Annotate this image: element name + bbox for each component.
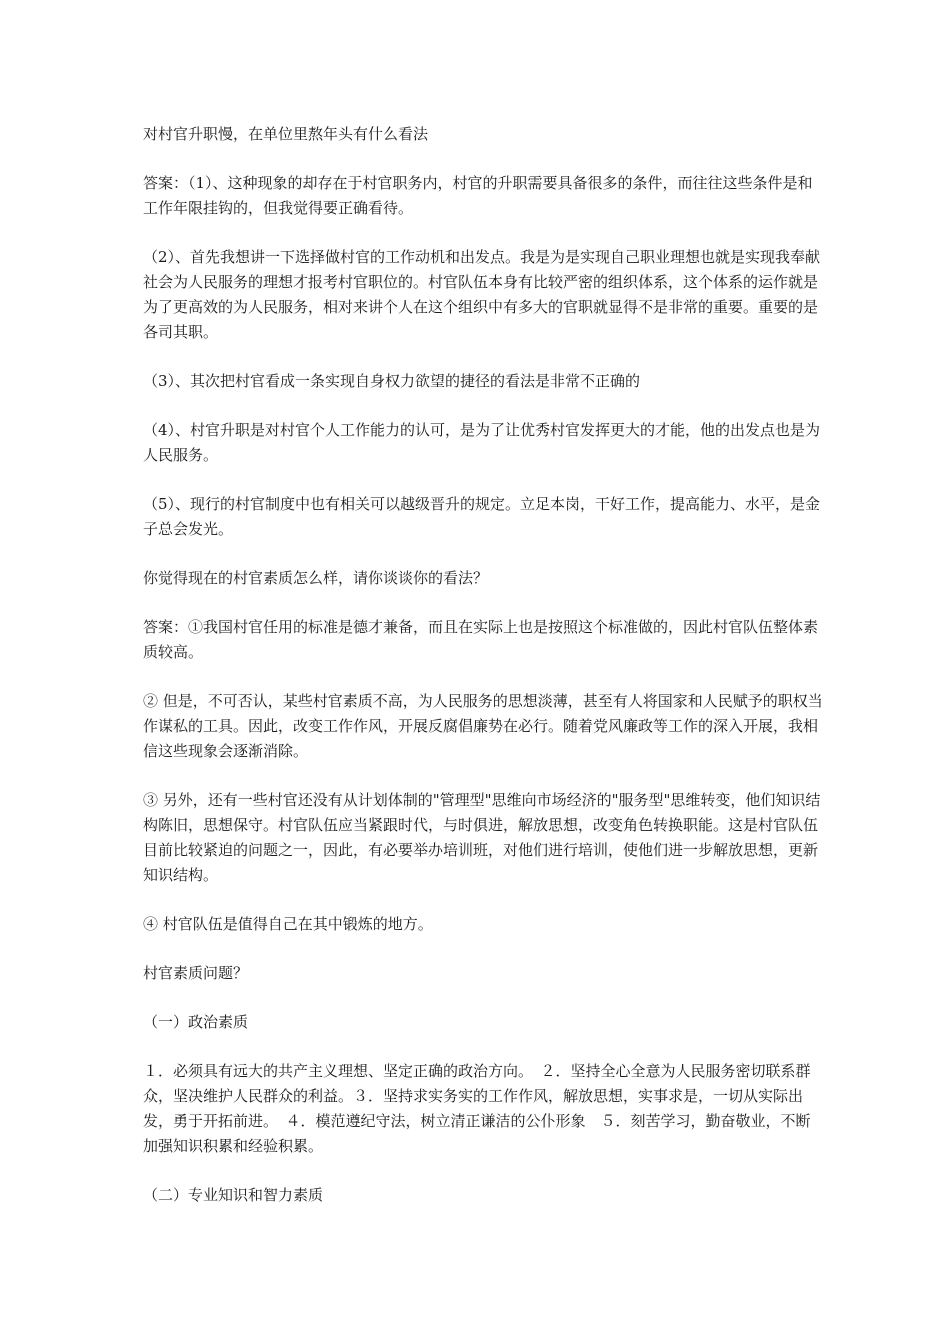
answer-point-circled-2: ② 但是，不可否认，某些村官素质不高，为人民服务的思想淡薄，甚至有人将国家和人民赋予的职权当作谋私的工具。因此，改变工作作风，开展反腐倡廉势在必行。随着党风廉政等工作的深入开展，我相信这些现象会逐渐消除。 [143, 692, 823, 760]
question-heading-3: 村官素质问题？ [143, 964, 249, 982]
question-heading-2: 你觉得现在的村官素质怎么样，请你谈谈你的看法？ [143, 569, 489, 587]
answer-paragraph-1: 答案：（1）、这种现象的却存在于村官职务内，村官的升职需要具备很多的条件，而往往这些条件是和工作年限挂钩的，但我觉得要正确看待。 [143, 174, 813, 217]
answer-point-circled-3: ③ 另外，还有一些村官还没有从计划体制的"管理型"思维向市场经济的"服务型"思维转变，他们知识结构陈旧，思想保守。村官队伍应当紧跟时代，与时俱进，解放思想，改变角色转换职能。这是村官队伍目前比较紧迫的问题之一，因此，有必要举办培训班，对他们进行培训，使他们进一步解放思想，更新知识结构。 [143, 791, 821, 884]
answer-point-5: （5）、现行的村官制度中也有相关可以越级晋升的规定。立足本岗，干好工作，提高能力、水平，是金子总会发光。 [143, 495, 821, 538]
section-heading-political: （一）政治素质 [143, 1013, 249, 1031]
answer-point-4: （4）、村官升职是对村官个人工作能力的认可，是为了让优秀村官发挥更大的才能，他的出发点也是为人民服务。 [143, 421, 821, 464]
answer-point-3: （3）、其次把村官看成一条实现自身权力欲望的捷径的看法是非常不正确的 [143, 372, 641, 390]
political-items-paragraph: １．必须具有远大的共产主义理想、坚定正确的政治方向。 ２．坚持全心全意为人民服务密切联系群众，坚决维护人民群众的利益。３．坚持求实务实的工作作风，解放思想，实事求是，一切从实际出发，勇于开拓前进。 ４．模范遵纪守法，树立清正谦洁的公仆形象 ５．刻苦学习，勤奋敬业，不断加强知识积累和经验积累。 [143, 1062, 811, 1155]
answer-point-circled-4: ④ 村官队伍是值得自己在其中锻炼的地方。 [143, 915, 433, 933]
answer-point-2: （2）、首先我想讲一下选择做村官的工作动机和出发点。我是为是实现自己职业理想也就是实现我奉献社会为人民服务的理想才报考村官职位的。村官队伍本身有比较严密的组织体系，这个体系的运作就是为了更高效的为人民服务，相对来讲个人在这个组织中有多大的官职就显得不是非常的重要。重要的是各司其职。 [143, 248, 821, 341]
section-heading-professional: （二）专业知识和智力素质 [143, 1186, 324, 1204]
question-heading-1: 对村官升职慢，在单位里熬年头有什么看法 [143, 125, 429, 143]
document-page [143, 122, 823, 1232]
answer-paragraph-2: 答案：①我国村官任用的标准是德才兼备，而且在实际上也是按照这个标准做的，因此村官队伍整体素质较高。 [143, 618, 819, 661]
